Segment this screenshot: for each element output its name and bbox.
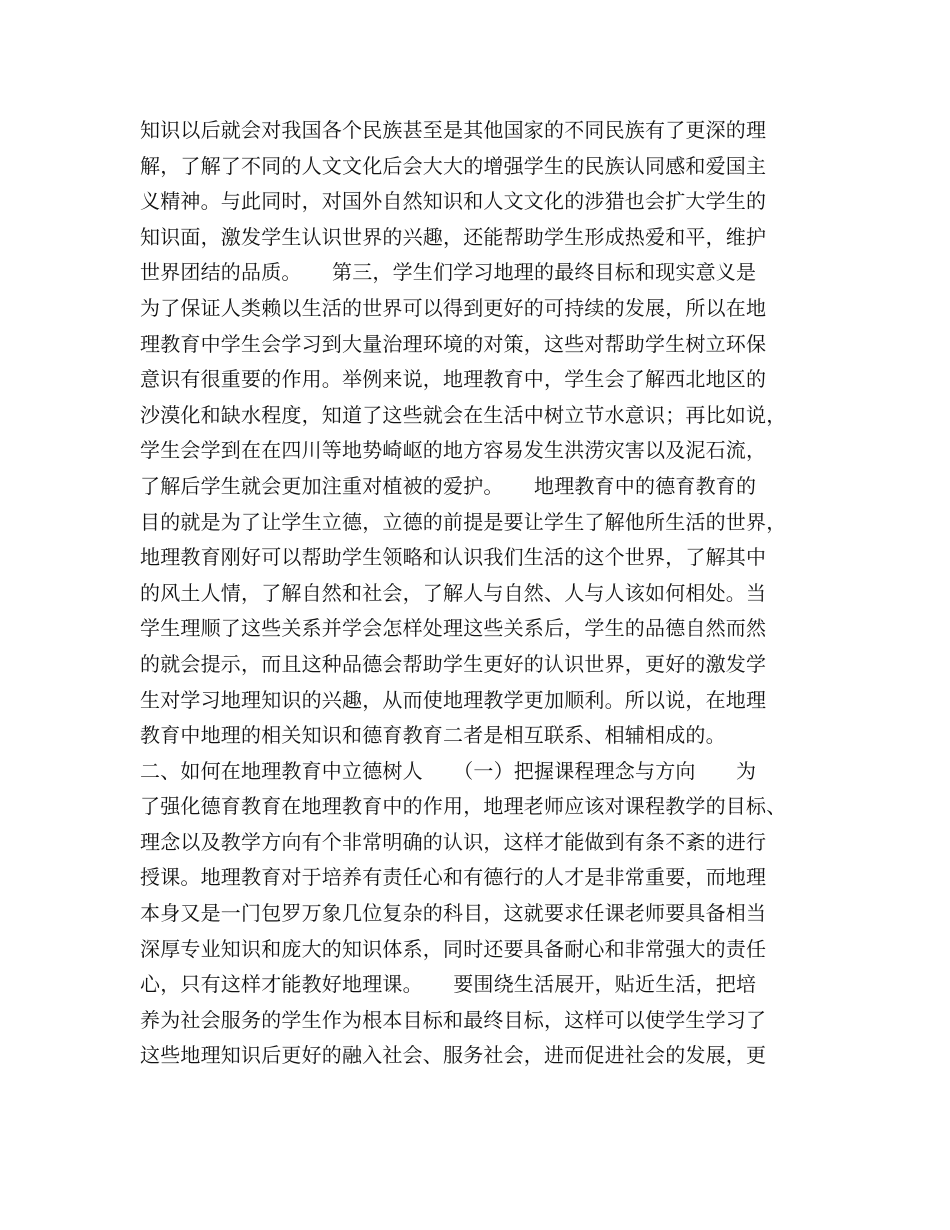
text-line: 生对学习地理知识的兴趣，从而使地理教学更加顺利。所以说，在地理 <box>140 687 767 712</box>
text-line: 目的就是为了让学生立德，立德的前提是要让学生了解他所生活的世界， <box>140 509 787 534</box>
text-line: 沙漠化和缺水程度，知道了这些就会在生活中树立节水意识；再比如说， <box>140 402 787 427</box>
text-line: 地理教育刚好可以帮助学生领略和认识我们生活的这个世界，了解其中 <box>140 545 767 570</box>
text-line: 学生理顺了这些关系并学会怎样处理这些关系后，学生的品德自然而然 <box>140 616 767 641</box>
text-line: 知识以后就会对我国各个民族甚至是其他国家的不同民族有了更深的理 <box>140 118 767 142</box>
text-line: 学生会学到在在四川等地势崎岖的地方容易发生洪涝灾害以及泥石流， <box>140 438 767 463</box>
text-line: 心，只有这样才能教好地理课。 要围绕生活展开，贴近生活，把培 <box>140 972 757 997</box>
text-line: 养为社会服务的学生作为根本目标和最终目标，这样可以使学生学习了 <box>140 1007 767 1032</box>
text-line: 理念以及教学方向有个非常明确的认识，这样才能做到有条不紊的进行 <box>140 829 767 854</box>
text-line: 了解后学生就会更加注重对植被的爱护。 地理教育中的德育教育的 <box>140 473 757 498</box>
text-line: 的风土人情，了解自然和社会，了解人与自然、人与人该如何相处。当 <box>140 580 767 605</box>
text-line: 意识有很重要的作用。举例来说，地理教育中，学生会了解西北地区的 <box>140 367 767 392</box>
text-line: 授课。地理教育对于培养有责任心和有德行的人才是非常重要，而地理 <box>140 865 767 890</box>
text-line: 了强化德育教育在地理教育中的作用，地理老师应该对课程教学的目标、 <box>140 794 787 819</box>
text-line: 二、如何在地理教育中立德树人 （一）把握课程理念与方向 为 <box>140 758 757 783</box>
text-line: 本身又是一门包罗万象几位复杂的科目，这就要求任课老师要具备相当 <box>140 901 767 926</box>
body-text <box>140 113 820 1074</box>
text-line: 理教育中学生会学习到大量治理环境的对策，这些对帮助学生树立环保 <box>140 331 767 356</box>
text-line: 深厚专业知识和庞大的知识体系，同时还要具备耐心和非常强大的责任 <box>140 936 767 961</box>
text-line: 教育中地理的相关知识和德育教育二者是相互联系、相辅相成的。 <box>140 723 726 748</box>
text-line: 为了保证人类赖以生活的世界可以得到更好的可持续的发展，所以在地 <box>140 295 767 320</box>
text-line: 的就会提示，而且这种品德会帮助学生更好的认识世界，更好的激发学 <box>140 651 767 676</box>
text-line: 这些地理知识后更好的融入社会、服务社会，进而促进社会的发展，更 <box>140 1043 767 1068</box>
text-line: 知识面，激发学生认识世界的兴趣，还能帮助学生形成热爱和平，维护 <box>140 224 767 249</box>
text-line: 义精神。与此同时，对国外自然知识和人文文化的涉猎也会扩大学生的 <box>140 189 767 214</box>
text-line: 世界团结的品质。 第三，学生们学习地理的最终目标和现实意义是 <box>140 260 757 285</box>
text-line: 解，了解了不同的人文文化后会大大的增强学生的民族认同感和爱国主 <box>140 153 767 178</box>
